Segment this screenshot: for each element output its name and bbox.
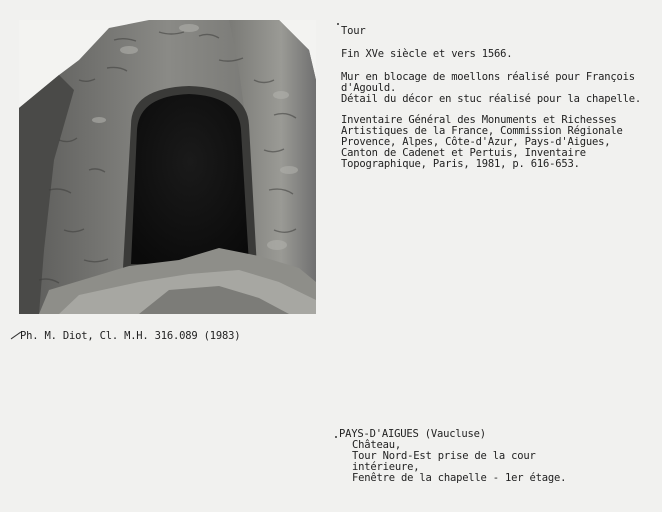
date-text: Fin XVe siècle et vers 1566. [341,48,513,60]
location-line-3: intérieure, [352,461,420,473]
bibliography-line-1: Inventaire Général des Monuments et Richesses [341,114,617,126]
location-line-2: Tour Nord-Est prise de la cour [352,450,536,462]
description-line-1: Mur en blocage de moellons réalisé pour François [341,71,635,83]
photo-credit-text: Ph. M. Diot, Cl. M.H. 316.089 (1983) [20,330,241,342]
bibliography-line-5: Topographique, Paris, 1981, p. 616-653. [341,158,580,170]
description-line-3: Détail du décor en stuc réalisé pour la chapelle. [341,93,641,105]
bibliography-line-2: Artistiques de la France, Commission Régionale [341,125,623,137]
location-bullet-mark [335,436,337,438]
bullet-mark [337,23,339,25]
location-line-1: Château, [352,439,401,451]
bibliography-line-4: Canton de Cadenet et Pertuis, Inventaire [341,147,586,159]
tower-window-photo [19,20,316,314]
description-line-2: d'Agould. [341,82,397,94]
tower-window-illustration [19,20,316,314]
location-line-4: Fenêtre de la chapelle - 1er étage. [352,472,567,484]
heading-text: Tour [341,25,366,37]
bibliography-line-3: Provence, Alpes, Côte-d'Azur, Pays-d'Aigues, [341,136,611,148]
location-place: PAYS-D'AIGUES (Vaucluse) [339,428,486,440]
